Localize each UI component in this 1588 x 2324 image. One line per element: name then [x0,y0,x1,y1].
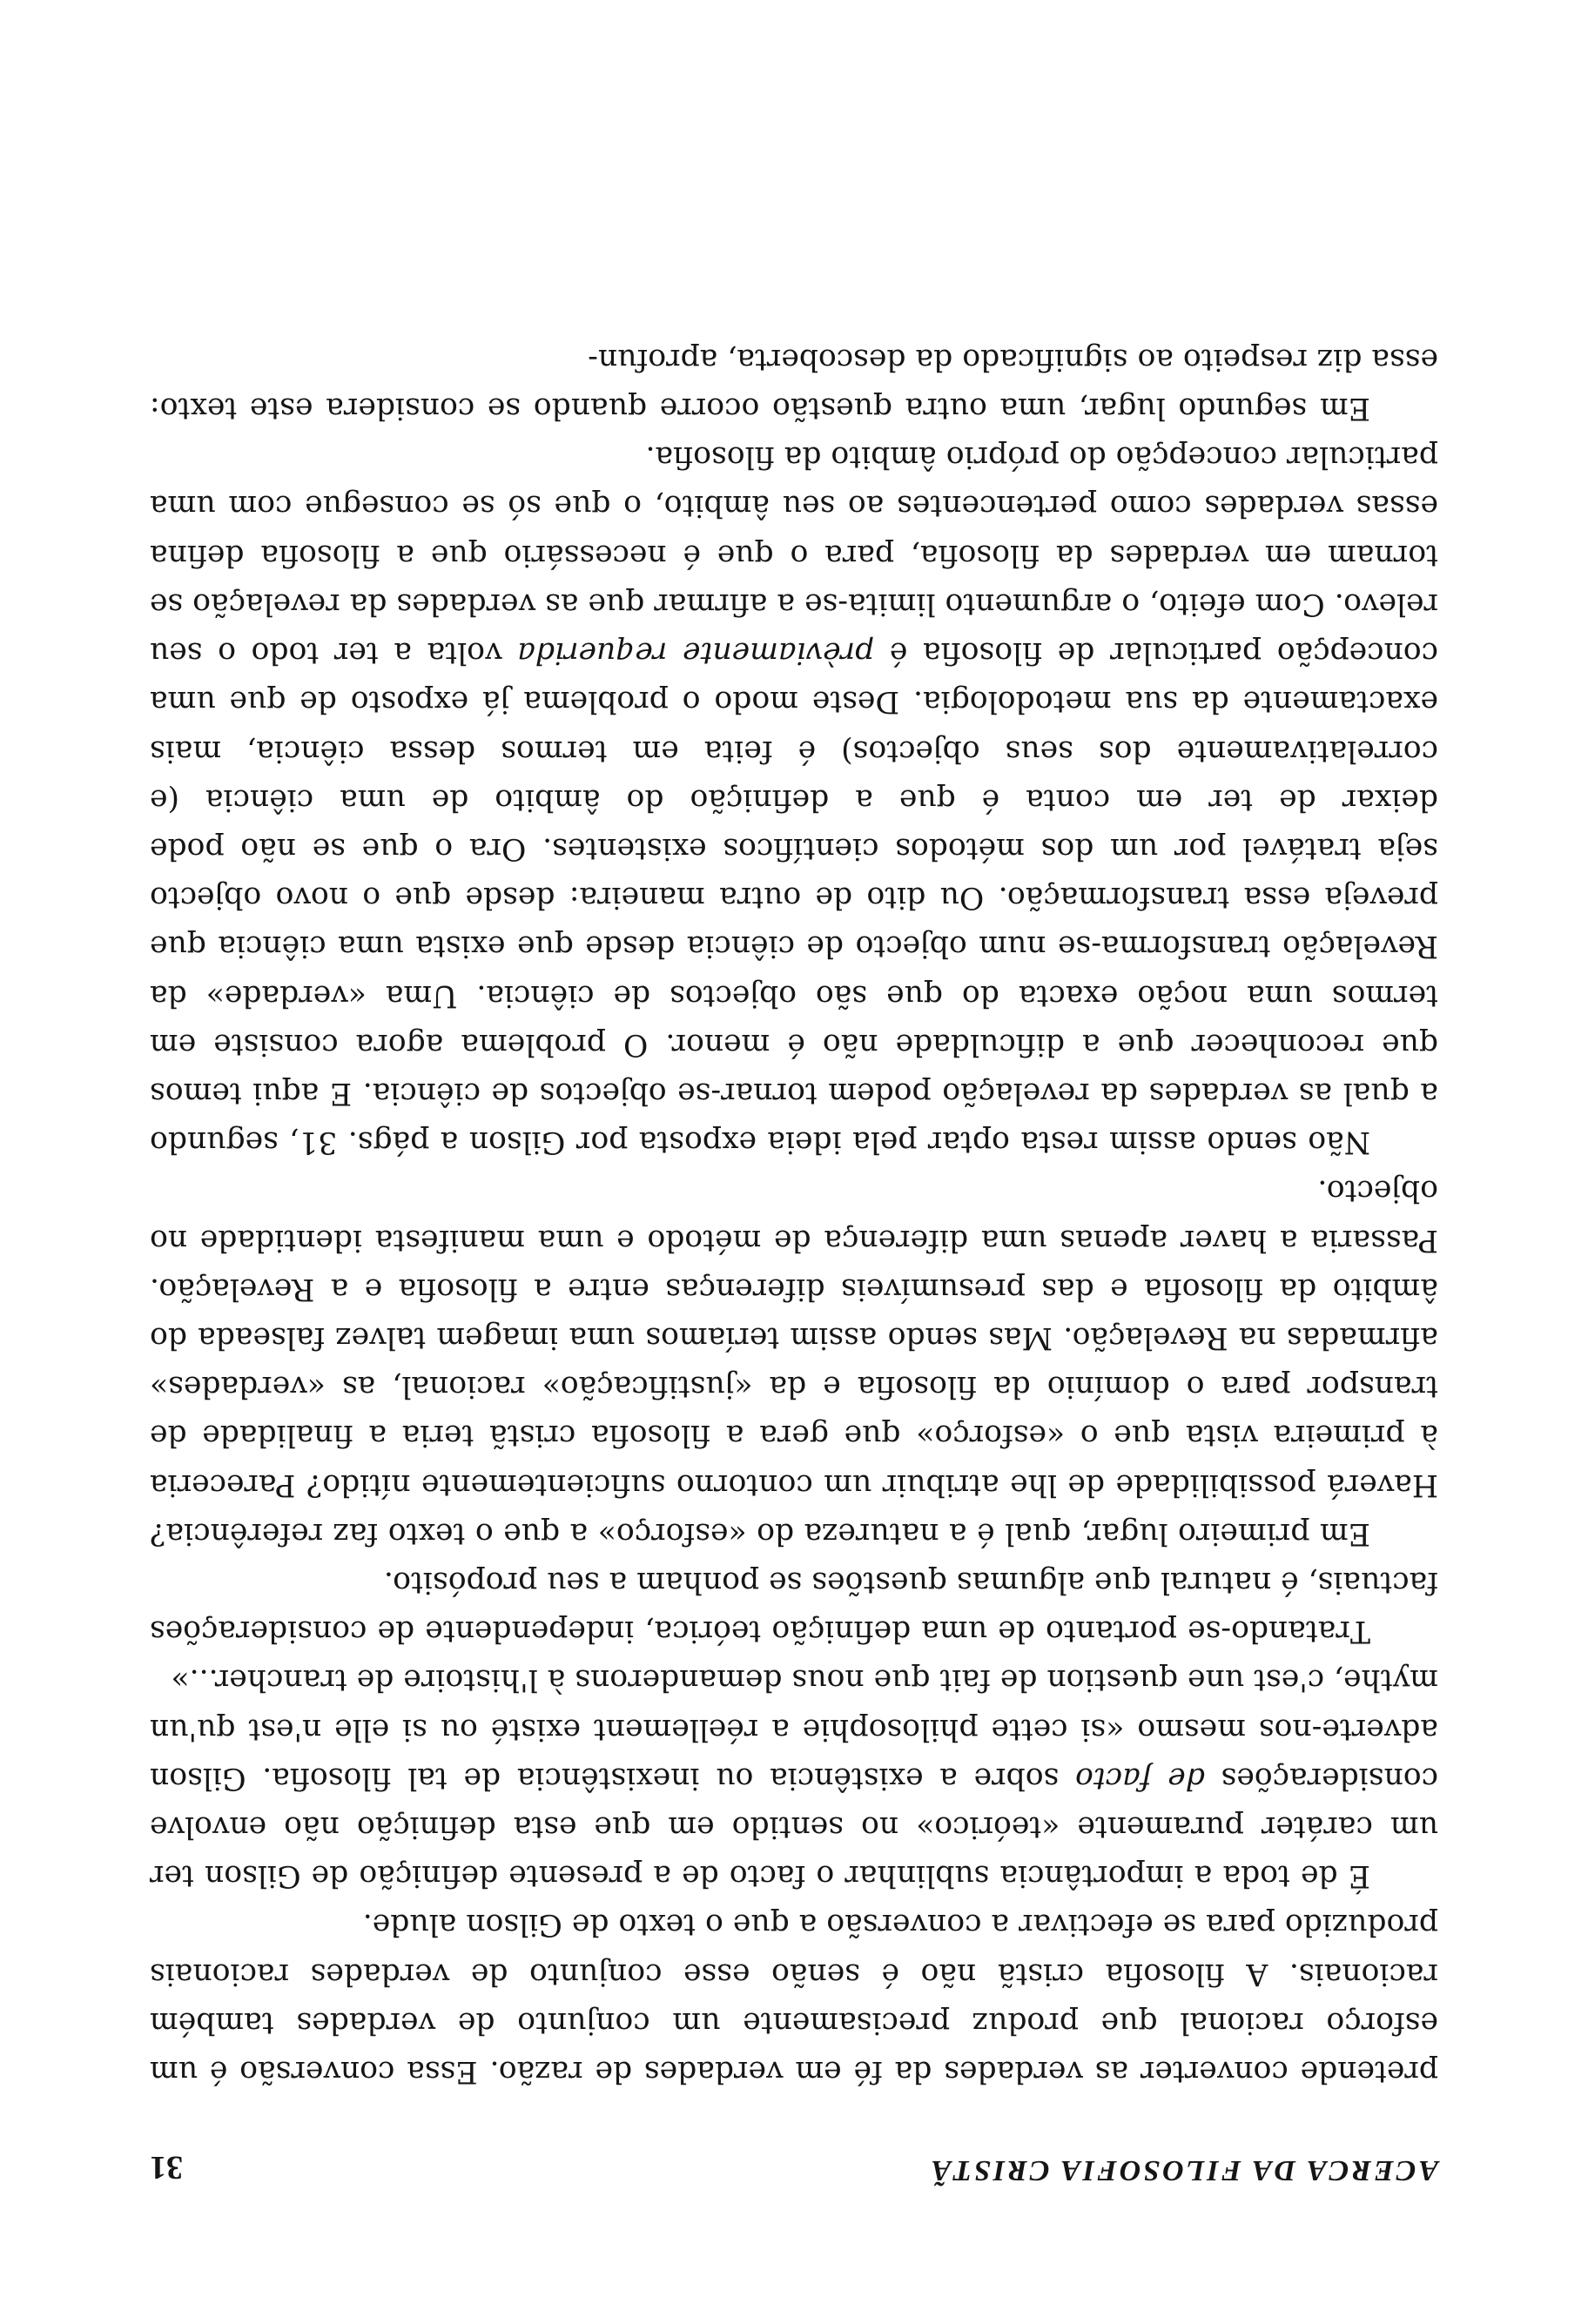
running-title: ACERCA DA FILOSOFIA CRISTÃ [928,2154,1438,2186]
paragraph-1 [150,1900,1438,2096]
body-text [150,335,1438,2096]
running-head [150,2134,1438,2186]
paragraph-5-text-c: volta a ter todo o seu relevo. Com efeito, o argumento limita-se a afirmar que as verdades da revelação se tornam em verdades da filosofia, para o que é necessário que a filosofia defina essas verdades como pertencentes ao seu âmbito, o que só se consegue com uma particular concepção do próprio âmbito da filosofia. [150,440,1438,671]
paragraph-3 [150,1558,1438,1656]
paragraph-6-text: Em segundo lugar, uma outra questão ocorre quando se considera este texto: essa diz respeito ao significado da descoberta, aprofun- [150,341,1438,427]
paragraph-3-text: Tratando-se portanto de uma definição teórica, independente de considerações factuais, é natural que algumas questões se ponham a seu propósito. [150,1564,1438,1649]
paragraph-2-text-c: sobre a existência ou inexistência de tal filosofia. Gilson adverte-nos mesmo «si cette philosophie a réellement existé ou si elle n'est qu'un mythe, c'est une question de fait que nous demanderons à l'histoire de trancher...» [150,1662,1438,1796]
paragraph-2-italic-de-facto: de facto [1075,1760,1205,1796]
paragraph-2-text-a: É de toda a importância sublinhar o facto de a presente definição de Gilson ter um caráter puramente «teórico» no sentido em que esta definição não envolve considerações [150,1760,1438,1894]
paragraph-4 [150,1166,1438,1558]
paragraph-4-text: Em primeiro lugar, qual é a natureza do «esforço» a que o texto faz referência? Haverá possibilidade de lhe atribuir um contorno suficientemente nítido? Pareceria à primeira vista que o «esforço» que gera a filosofia cristã teria a finalidade de transpor para o domínio da filosofia e da «justificação» racional, as «verdades» afirmadas na Revelação. Mas sendo assim teríamos uma imagem talvez falseada do âmbito da filosofia e das presumíveis diferenças entre a filosofia e a Revelação. Passaria a haver apenas uma diferença de método e uma manifesta identidade no objecto. [150,1173,1438,1551]
paragraph-6 [150,335,1438,433]
paragraph-5-italic-previamente-requerida: prèviamente requerida [517,635,875,671]
paragraph-2 [150,1656,1438,1900]
paragraph-1-text: pretende converter as verdades da fé em verdades de razão. Essa conversão é um esforço racional que produz precisamente um conjunto de verdades também racionais. A filosofia cristã não é senão esse conjunto de verdades racionais produzido para se efectivar a conversão a que o texto de Gilson alude. [150,1907,1438,2089]
paragraph-5-text-a: Não sendo assim resta optar pela ideia exposta por Gilson a págs. 31, segundo a qual as verdades da revelação podem tornar-se objectos de ciência. E aqui temos que reconhecer que a dificuldade não é menor. O problema agora consiste em termos uma noção exacta do que são objectos de ciência. Uma «verdade» da Revelação transforma-se num objecto de ciência desde que exista uma ciência que preveja essa transformação. Ou dito de outra maneira: desde que o novo objecto seja tratável por um dos métodos científicos existentes. Ora o que se não pode deixar de ter em conta é que a definição do âmbito de uma ciência (e correlativamente dos seus objectos) é feita em termos dessa ciência, mais exactamente da sua metodologia. Deste modo o problema já exposto de que uma concepção particular de filosofia é [150,635,1438,1160]
page-number: 31 [150,2149,183,2186]
paragraph-5 [150,433,1438,1166]
